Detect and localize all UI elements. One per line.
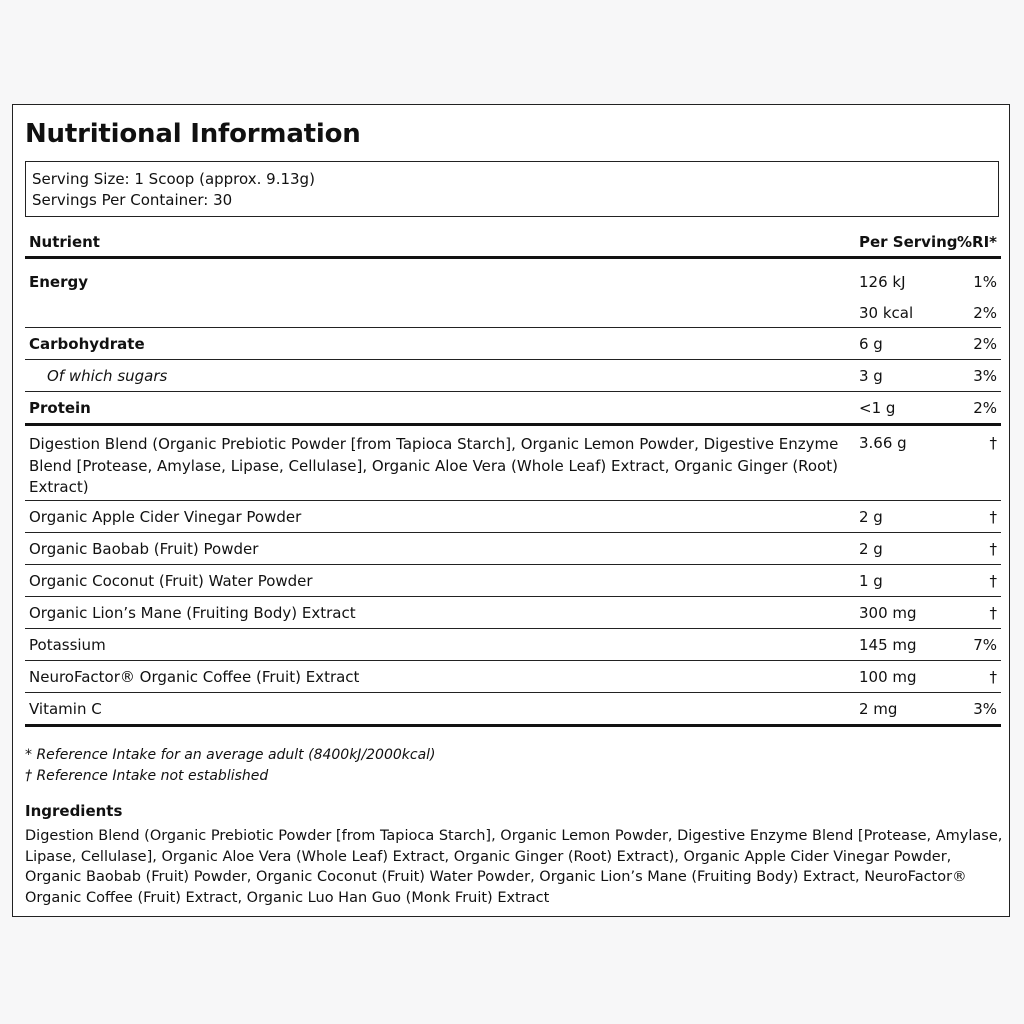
serving-box xyxy=(25,161,999,217)
table-header xyxy=(25,221,1001,259)
nutrient-amount: 6 g xyxy=(859,335,883,353)
table-row xyxy=(25,661,1001,693)
nutrient-amount: 145 mg xyxy=(859,636,917,654)
nutrient-amount: 2 mg xyxy=(859,700,898,718)
table-row-carbohydrate xyxy=(25,328,1001,360)
nutrient-ri: † xyxy=(989,604,997,622)
nutrient-ri: 2% xyxy=(973,399,997,417)
table-row-energy xyxy=(25,259,1001,328)
header-nutrient: Nutrient xyxy=(29,233,100,251)
header-ri: %RI* xyxy=(956,233,997,251)
nutrient-name: Organic Coconut (Fruit) Water Powder xyxy=(29,572,313,590)
nutrient-ri: 7% xyxy=(973,636,997,654)
nutrient-name: Digestion Blend (Organic Prebiotic Powder [from Tapioca Starch], Organic Lemon Powder, Digestive Enzyme Blend [Protease, Amylase, Lipase, Cellulase], Organic Aloe Vera (Whole Leaf) Extract, Organic Ginger (Root) Extract) xyxy=(29,435,839,496)
nutrient-amount: <1 g xyxy=(859,399,896,417)
nutrient-ri: † xyxy=(989,540,997,558)
nutrient-amount: 3.66 g xyxy=(859,434,907,452)
nutrient-name: Protein xyxy=(29,399,91,417)
nutrient-amount: 3 g xyxy=(859,367,883,385)
nutrient-amount: 300 mg xyxy=(859,604,917,622)
energy-kcal-ri: 2% xyxy=(973,304,997,322)
nutrient-name: Organic Baobab (Fruit) Powder xyxy=(29,540,259,558)
table-row-sugars xyxy=(25,360,1001,392)
table-row xyxy=(25,693,1001,727)
footnotes xyxy=(25,745,436,787)
nutrient-name: Organic Lion’s Mane (Fruiting Body) Extract xyxy=(29,604,356,622)
energy-kcal: 30 kcal xyxy=(859,304,914,322)
nutrient-amount: 1 g xyxy=(859,572,883,590)
header-per-serving: Per Serving xyxy=(859,233,958,251)
nutrition-panel xyxy=(12,104,1010,917)
table-row xyxy=(25,629,1001,661)
nutrient-name: Organic Apple Cider Vinegar Powder xyxy=(29,508,302,526)
ingredients-heading: Ingredients xyxy=(25,802,123,820)
nutrient-ri: † xyxy=(989,508,997,526)
nutrient-name: Carbohydrate xyxy=(29,335,145,353)
panel-title: Nutritional Information xyxy=(25,119,361,149)
table-row-protein xyxy=(25,392,1001,426)
nutrient-ri: † xyxy=(989,668,997,686)
footnote-ri: * Reference Intake for an average adult (8400kJ/2000kcal) xyxy=(25,747,436,763)
nutrient-ri: 3% xyxy=(973,367,997,385)
nutrient-amount: 2 g xyxy=(859,540,883,558)
servings-per-container: Servings Per Container: 30 xyxy=(32,191,233,209)
nutrient-amount: 100 mg xyxy=(859,668,917,686)
table-row xyxy=(25,533,1001,565)
table-row xyxy=(25,597,1001,629)
serving-size: Serving Size: 1 Scoop (approx. 9.13g) xyxy=(32,170,315,188)
nutrient-name: Vitamin C xyxy=(29,700,102,718)
nutrient-ri: † xyxy=(989,572,997,590)
nutrient-name: NeuroFactor® Organic Coffee (Fruit) Extract xyxy=(29,668,360,686)
footnote-dagger: † Reference Intake not established xyxy=(25,768,269,784)
table-row xyxy=(25,565,1001,597)
nutrient-ri: 3% xyxy=(973,700,997,718)
nutrient-name: Of which sugars xyxy=(47,367,168,385)
nutrient-name: Potassium xyxy=(29,636,106,654)
table-row xyxy=(25,426,1001,501)
nutrient-amount: 2 g xyxy=(859,508,883,526)
nutrient-ri: † xyxy=(989,434,997,452)
nutrition-table xyxy=(25,221,1001,727)
energy-kj-ri: 1% xyxy=(973,273,997,291)
ingredients-text: Digestion Blend (Organic Prebiotic Powder [from Tapioca Starch], Organic Lemon Powder, Digestive Enzyme Blend [Protease, Amylase, Lipase, Cellulase], Organic Aloe Vera (Whole Leaf) Extract, Organic Ginger (Root) Extract), Organic Apple Cider Vinegar Powder, Organic Baobab (Fruit) Powder, Organic Coconut (Fruit) Water Powder, Organic Lion’s Mane (Fruiting Body) Extract, NeuroFactor® Organic Coffee (Fruit) Extract, Organic Luo Han Guo (Monk Fruit) Extract xyxy=(25,828,1003,906)
energy-kj: 126 kJ xyxy=(859,273,906,291)
table-row xyxy=(25,501,1001,533)
nutrient-name: Energy xyxy=(29,273,89,291)
nutrient-ri: 2% xyxy=(973,335,997,353)
